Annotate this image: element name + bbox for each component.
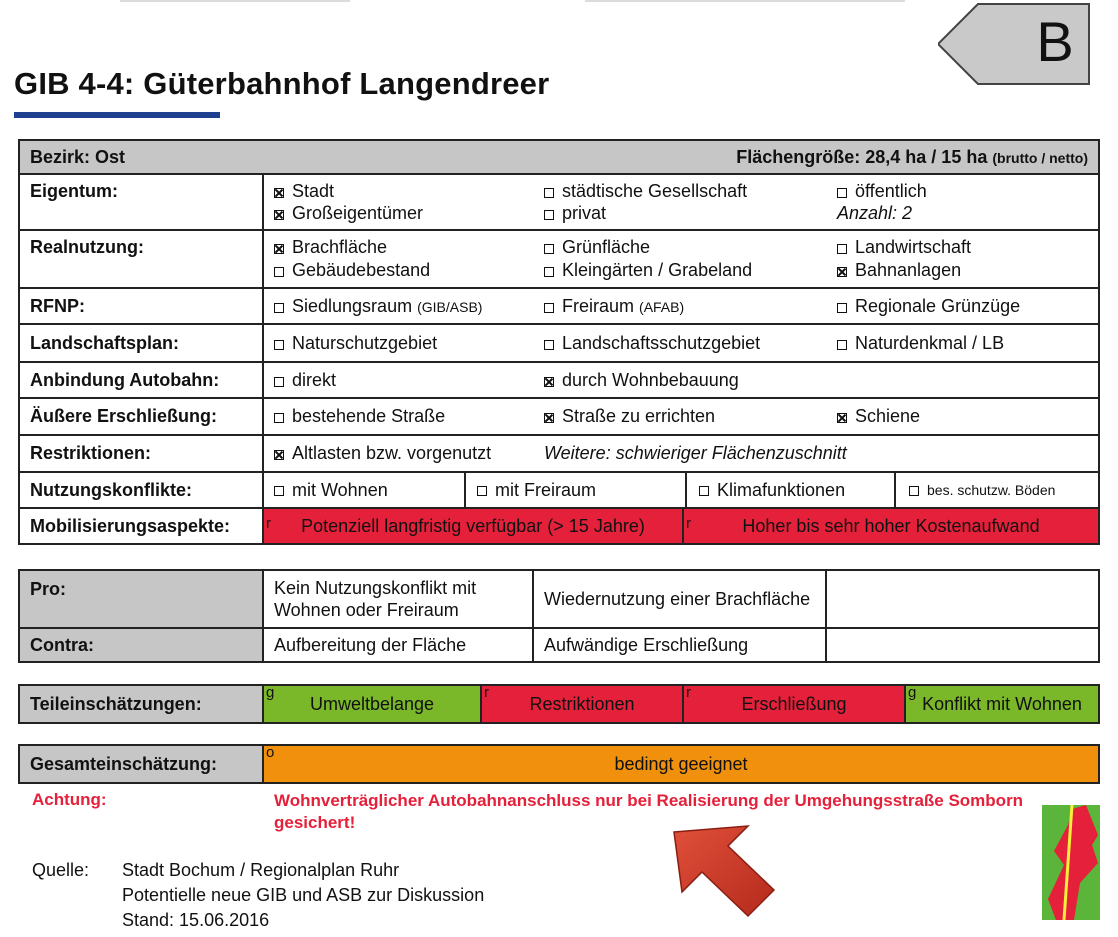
empty-box-icon[interactable]: [477, 486, 487, 496]
realnutzung-row: Realnutzung: Brachfläche Gebäudebestand Grünfläche Kleingärten / Grabeland Landwirtschaft Bahnanlagen: [19, 230, 1099, 288]
teil-konflikt: g Konflikt mit Wohnen: [905, 685, 1099, 723]
row-label: Landschaftsplan:: [19, 324, 263, 362]
landschaft-row: Landschaftsplan: Naturschutzgebiet Landschaftsschutzgebiet Naturdenkmal / LB: [19, 324, 1099, 362]
empty-box-icon[interactable]: [274, 486, 284, 496]
row-label: Nutzungskonflikte:: [19, 472, 263, 508]
teil-label: Teileinschätzungen:: [19, 685, 263, 723]
empty-box-icon[interactable]: [699, 486, 709, 496]
source-line: Stand: 15.06.2016: [122, 910, 270, 930]
empty-box-icon[interactable]: [544, 210, 554, 220]
konflikte-row: Nutzungskonflikte: mit Wohnen mit Freiraum Klimafunktionen bes. schutzw. Böden: [19, 472, 1099, 508]
info-table: [18, 139, 1100, 545]
rfnp-row: RFNP: Siedlungsraum (GIB/ASB) Freiraum (AFAB) Regionale Grünzüge: [19, 288, 1099, 324]
checked-box-icon[interactable]: [274, 450, 284, 460]
pro-contra-table: [18, 569, 1100, 663]
mobil-cost: r Hoher bis sehr hoher Kostenaufwand: [684, 509, 1098, 543]
checked-box-icon[interactable]: [544, 413, 554, 423]
mobil-availability: r Potenziell langfristig verfügbar (> 15 Jahre): [264, 509, 684, 543]
red-arrow-icon: [640, 818, 790, 936]
row-label: Anbindung Autobahn:: [19, 362, 263, 398]
restriktionen-weitere: Weitere: schwieriger Flächenzuschnitt: [544, 443, 847, 463]
bezirk-label: Bezirk: Ost: [30, 146, 126, 167]
achtung-label: Achtung:: [32, 790, 107, 809]
eigentum-row: Eigentum: Stadt Großeigentümer städtische Gesellschaft privat öffentlich Anzahl: 2: [19, 174, 1099, 230]
row-label: RFNP:: [19, 288, 263, 324]
teil-erschliessung: r Erschließung: [683, 685, 905, 723]
contra-item: Aufwändige Erschließung: [533, 628, 826, 662]
source-block: [32, 858, 484, 933]
checked-box-icon[interactable]: [274, 244, 284, 254]
erschliessung-row: Äußere Erschließung: bestehende Straße Straße zu errichten Schiene: [19, 398, 1099, 435]
bezirk-row: [19, 140, 1099, 174]
row-label: Realnutzung:: [19, 230, 263, 288]
empty-box-icon[interactable]: [837, 188, 847, 198]
contra-item: Aufbereitung der Fläche: [263, 628, 533, 662]
teil-restriktionen: r Restriktionen: [481, 685, 683, 723]
title-underline: [14, 112, 220, 118]
restriktionen-row: Restriktionen: Altlasten bzw. vorgenutzt Weitere: schwieriger Flächenzuschnitt: [19, 435, 1099, 472]
row-label: Restriktionen:: [19, 435, 263, 472]
mobil-row: [19, 508, 1099, 544]
checked-box-icon[interactable]: [274, 188, 284, 198]
row-label: Äußere Erschließung:: [19, 398, 263, 435]
badge-letter: B: [1036, 10, 1074, 73]
empty-box-icon[interactable]: [274, 303, 284, 313]
empty-box-icon[interactable]: [544, 244, 554, 254]
empty-box-icon[interactable]: [274, 413, 284, 423]
empty-box-icon[interactable]: [837, 303, 847, 313]
row-label: Eigentum:: [19, 174, 263, 230]
autobahn-row: Anbindung Autobahn: direkt durch Wohnbebauung: [19, 362, 1099, 398]
empty-box-icon[interactable]: [544, 340, 554, 350]
checked-box-icon[interactable]: [837, 267, 847, 277]
empty-box-icon[interactable]: [274, 377, 284, 387]
teil-umwelt: g Umweltbelange: [263, 685, 481, 723]
source-label: Quelle:: [32, 860, 90, 880]
contra-label: Contra:: [19, 628, 263, 662]
empty-box-icon[interactable]: [274, 267, 284, 277]
achtung-text: Wohnverträglicher Autobahnanschluss nur bei Realisierung der Umgehungsstraße Somborn gesichert!: [274, 791, 1024, 832]
top-divider: [585, 0, 905, 2]
empty-box-icon[interactable]: [544, 267, 554, 277]
pro-item: Wiedernutzung einer Brachfläche: [533, 570, 826, 628]
page-title: GIB 4-4: Güterbahnhof Langendreer: [14, 66, 550, 101]
empty-box-icon[interactable]: [837, 244, 847, 254]
empty-box-icon[interactable]: [909, 486, 919, 496]
top-divider: [120, 0, 350, 2]
row-label: Mobilisierungsaspekte:: [19, 508, 263, 544]
checked-box-icon[interactable]: [274, 210, 284, 220]
empty-box-icon[interactable]: [544, 188, 554, 198]
gesamt-label: Gesamteinschätzung:: [19, 745, 263, 783]
checked-box-icon[interactable]: [837, 413, 847, 423]
site-map-thumbnail: [1042, 805, 1100, 920]
empty-box-icon[interactable]: [274, 340, 284, 350]
pro-label: Pro:: [19, 570, 263, 628]
empty-box-icon[interactable]: [837, 340, 847, 350]
gesamt-value: o bedingt geeignet: [263, 745, 1099, 783]
teil-table: [18, 684, 1100, 724]
empty-box-icon[interactable]: [544, 303, 554, 313]
flaeche-label: Flächengröße: 28,4 ha / 15 ha (brutto / netto): [736, 146, 1088, 167]
pro-item: Kein Nutzungskonflikt mit Wohnen oder Freiraum: [263, 570, 533, 628]
checked-box-icon[interactable]: [544, 377, 554, 387]
source-line: Stadt Bochum / Regionalplan Ruhr: [122, 860, 400, 880]
gesamt-table: [18, 744, 1100, 784]
source-line: Potentielle neue GIB und ASB zur Diskussion: [122, 885, 485, 905]
